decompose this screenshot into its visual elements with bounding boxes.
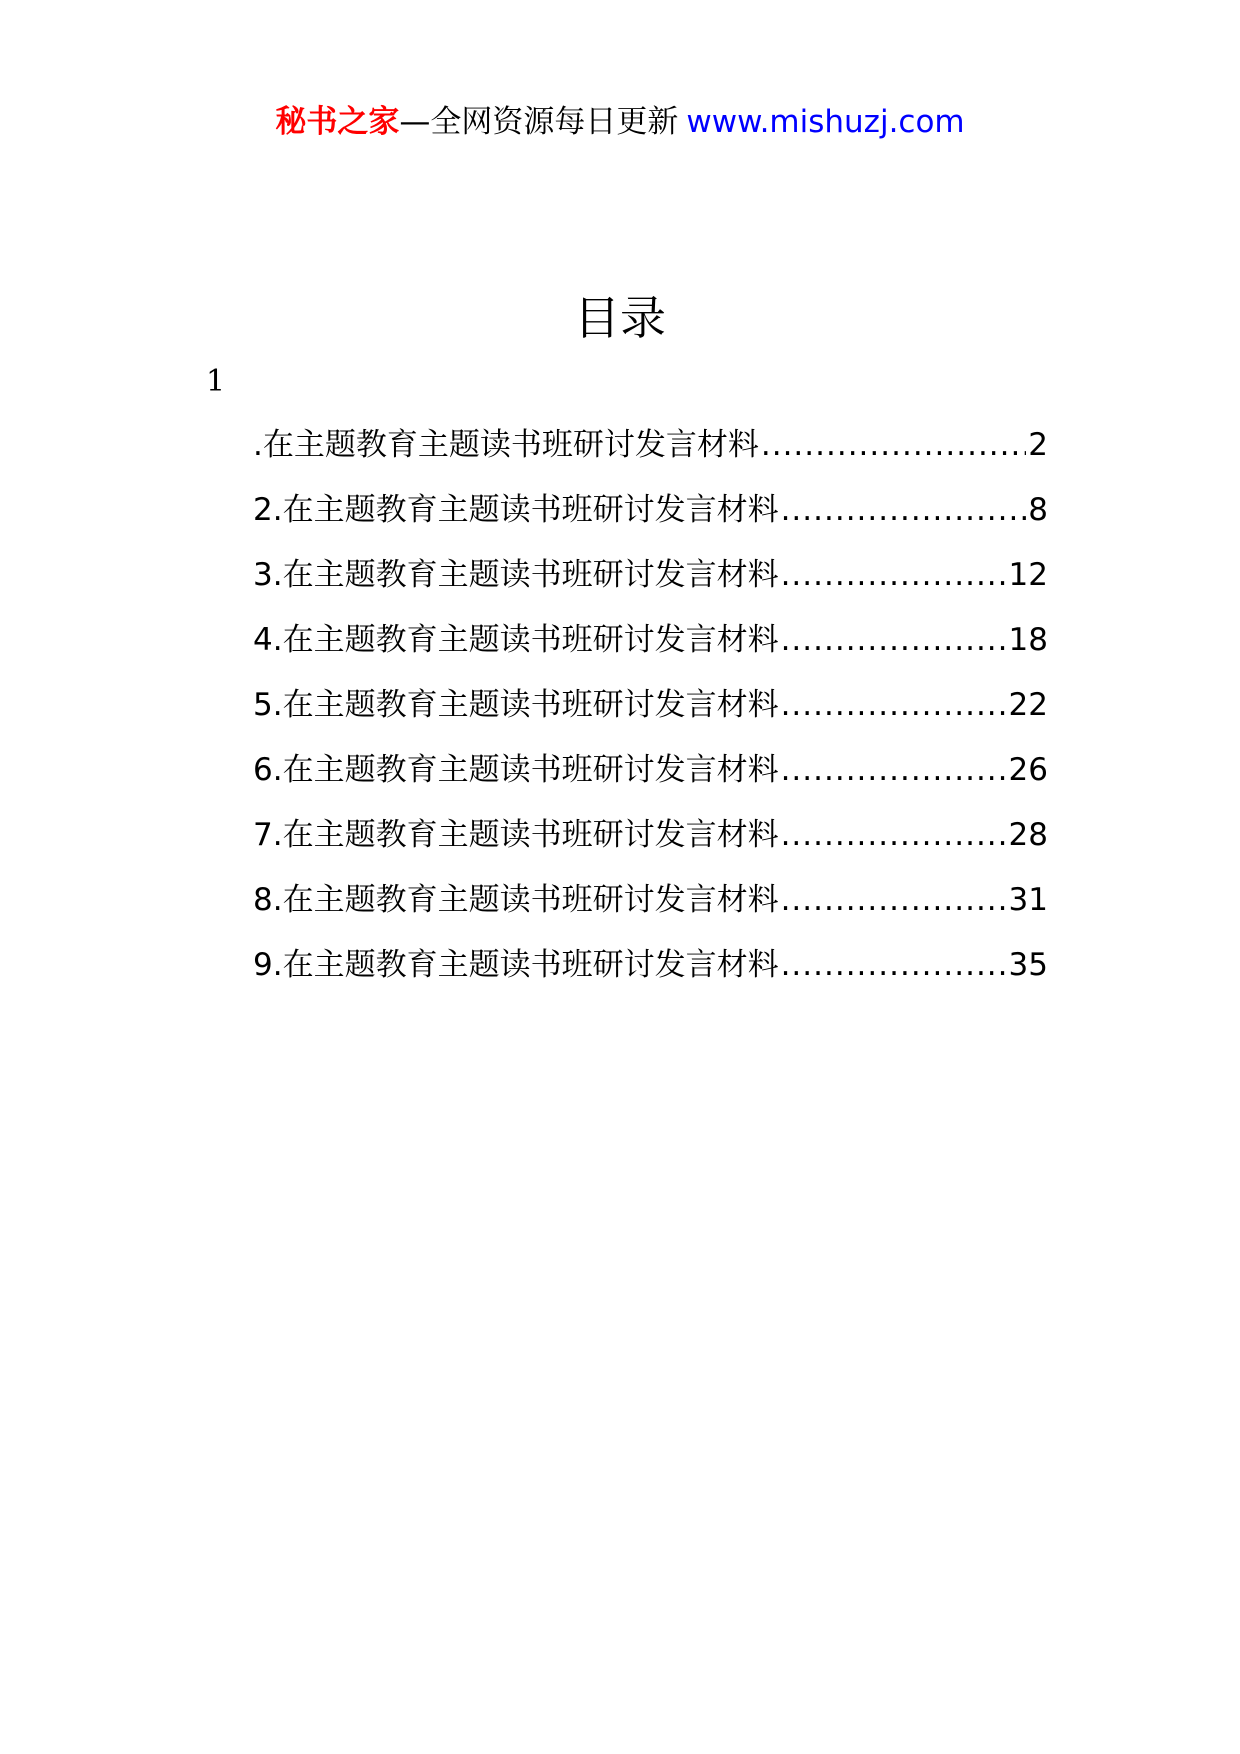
toc-dot-leader <box>761 425 1026 465</box>
toc-entry-page: 18 <box>1008 622 1048 658</box>
toc-entry-label: 9.在主题教育主题读书班研讨发言材料 <box>253 947 779 983</box>
toc-entry-9[interactable] <box>253 945 1048 1010</box>
toc-entry-page: 28 <box>1008 817 1048 853</box>
toc-dot-leader <box>781 880 1007 920</box>
toc-title: 目录 <box>574 291 666 345</box>
toc-entry-5[interactable] <box>253 685 1048 750</box>
toc-entry-label: 7.在主题教育主题读书班研讨发言材料 <box>253 817 779 853</box>
toc-entry-label: 2.在主题教育主题读书班研讨发言材料 <box>253 492 779 528</box>
toc-dot-leader <box>781 815 1007 855</box>
toc-entry-page: 12 <box>1008 557 1048 593</box>
toc-entry-page: 26 <box>1008 752 1048 788</box>
toc-entry-page: 35 <box>1008 947 1048 983</box>
stray-number: 1 <box>206 364 226 399</box>
toc-entry-label: 5.在主题教育主题读书班研讨发言材料 <box>253 687 779 723</box>
toc-dot-leader <box>781 945 1007 985</box>
toc-entry-7[interactable] <box>253 815 1048 880</box>
toc-dot-leader <box>781 490 1027 530</box>
toc-dot-leader <box>781 685 1007 725</box>
header-tagline: —全网资源每日更新 <box>399 104 679 140</box>
table-of-contents <box>253 425 1048 1010</box>
toc-dot-leader <box>781 620 1007 660</box>
toc-entry-4[interactable] <box>253 620 1048 685</box>
toc-entry-3[interactable] <box>253 555 1048 620</box>
toc-dot-leader <box>781 750 1007 790</box>
toc-entry-1[interactable] <box>253 425 1048 490</box>
toc-entry-2[interactable] <box>253 490 1048 555</box>
toc-entry-8[interactable] <box>253 880 1048 945</box>
toc-entry-page: 22 <box>1008 687 1048 723</box>
toc-entry-label: 6.在主题教育主题读书班研讨发言材料 <box>253 752 779 788</box>
toc-entry-6[interactable] <box>253 750 1048 815</box>
toc-entry-label: .在主题教育主题读书班研讨发言材料 <box>253 427 759 463</box>
toc-entry-label: 4.在主题教育主题读书班研讨发言材料 <box>253 622 779 658</box>
header-url-link[interactable]: www.mishuzj.com <box>686 104 965 140</box>
toc-entry-page: 31 <box>1008 882 1048 918</box>
toc-entry-page: 2 <box>1028 427 1048 463</box>
page-header <box>0 100 1240 144</box>
toc-entry-page: 8 <box>1028 492 1048 528</box>
toc-dot-leader <box>781 555 1007 595</box>
toc-entry-label: 8.在主题教育主题读书班研讨发言材料 <box>253 882 779 918</box>
brand-name: 秘书之家 <box>275 104 400 140</box>
toc-entry-label: 3.在主题教育主题读书班研讨发言材料 <box>253 557 779 593</box>
